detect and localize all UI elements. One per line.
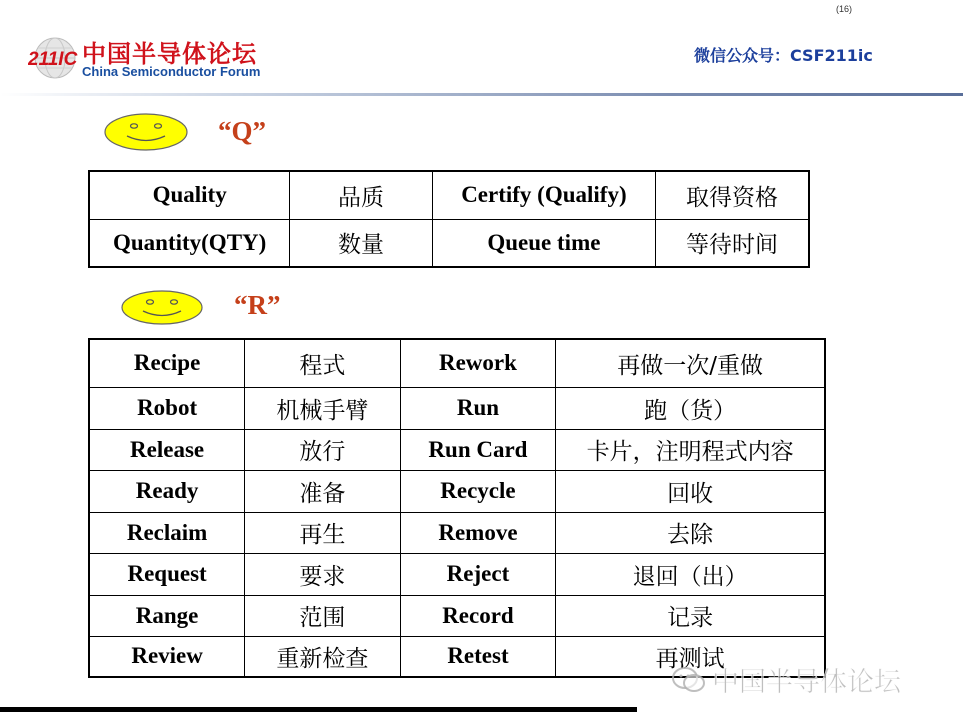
r-terms-table	[88, 338, 826, 678]
q-terms-table	[88, 170, 810, 268]
term-chinese: 等待时间	[656, 219, 809, 267]
table-row	[89, 219, 809, 267]
table-row	[89, 512, 825, 553]
term-english: Quality	[89, 171, 290, 219]
table-row	[89, 429, 825, 470]
watermark-text: 中国半导体论坛	[712, 667, 901, 698]
term-english: Request	[89, 553, 245, 595]
page-number: (16)	[836, 4, 853, 14]
term-english: Run	[400, 387, 556, 429]
table-row	[89, 595, 825, 636]
term-chinese: 程式	[245, 339, 400, 387]
table-row	[89, 387, 825, 429]
term-english: Range	[89, 595, 245, 636]
table-row	[89, 470, 825, 512]
term-chinese: 重新检查	[245, 636, 400, 677]
smiley-face-icon	[103, 112, 189, 152]
term-english: Recipe	[89, 339, 245, 387]
section-q-label: “Q”	[218, 116, 267, 146]
wechat-watermark-icon	[672, 666, 706, 694]
term-english: Run Card	[400, 429, 556, 470]
smiley-face-icon	[120, 289, 204, 326]
term-chinese: 再做一次/重做	[556, 339, 825, 387]
term-chinese: 数量	[290, 219, 432, 267]
term-english: Retest	[400, 636, 556, 677]
term-chinese: 记录	[556, 595, 825, 636]
logo-mark-text: 211IC	[28, 49, 78, 70]
logo-english-text: China Semiconductor Forum	[82, 64, 261, 79]
term-chinese: 去除	[556, 512, 825, 553]
term-english: Ready	[89, 470, 245, 512]
footer-rule	[0, 707, 637, 712]
term-english: Certify (Qualify)	[432, 171, 655, 219]
wechat-account-label: 微信公众号：CSF211ic	[694, 46, 873, 65]
table-row	[89, 553, 825, 595]
term-chinese: 品质	[290, 171, 432, 219]
term-chinese: 再生	[245, 512, 400, 553]
term-english: Remove	[400, 512, 556, 553]
term-english: Queue time	[432, 219, 655, 267]
term-english: Record	[400, 595, 556, 636]
term-chinese: 回收	[556, 470, 825, 512]
term-chinese: 跑（货）	[556, 387, 825, 429]
term-english: Robot	[89, 387, 245, 429]
term-english: Review	[89, 636, 245, 677]
table-row	[89, 339, 825, 387]
term-english: Rework	[400, 339, 556, 387]
term-chinese: 机械手臂	[245, 387, 400, 429]
section-r-label: “R”	[234, 290, 281, 320]
term-chinese: 退回（出）	[556, 553, 825, 595]
term-english: Reclaim	[89, 512, 245, 553]
header-divider	[0, 93, 963, 96]
term-chinese: 范围	[245, 595, 400, 636]
term-chinese: 卡片，注明程式内容	[556, 429, 825, 470]
term-english: Recycle	[400, 470, 556, 512]
term-chinese: 取得资格	[656, 171, 809, 219]
term-chinese: 放行	[245, 429, 400, 470]
term-chinese: 要求	[245, 553, 400, 595]
term-english: Reject	[400, 553, 556, 595]
term-chinese: 准备	[245, 470, 400, 512]
table-row	[89, 171, 809, 219]
term-english: Quantity(QTY)	[89, 219, 290, 267]
logo-globe-icon	[28, 36, 78, 80]
logo-chinese-text: 中国半导体论坛	[82, 40, 257, 68]
term-english: Release	[89, 429, 245, 470]
term-chinese: 再测试	[556, 636, 825, 677]
